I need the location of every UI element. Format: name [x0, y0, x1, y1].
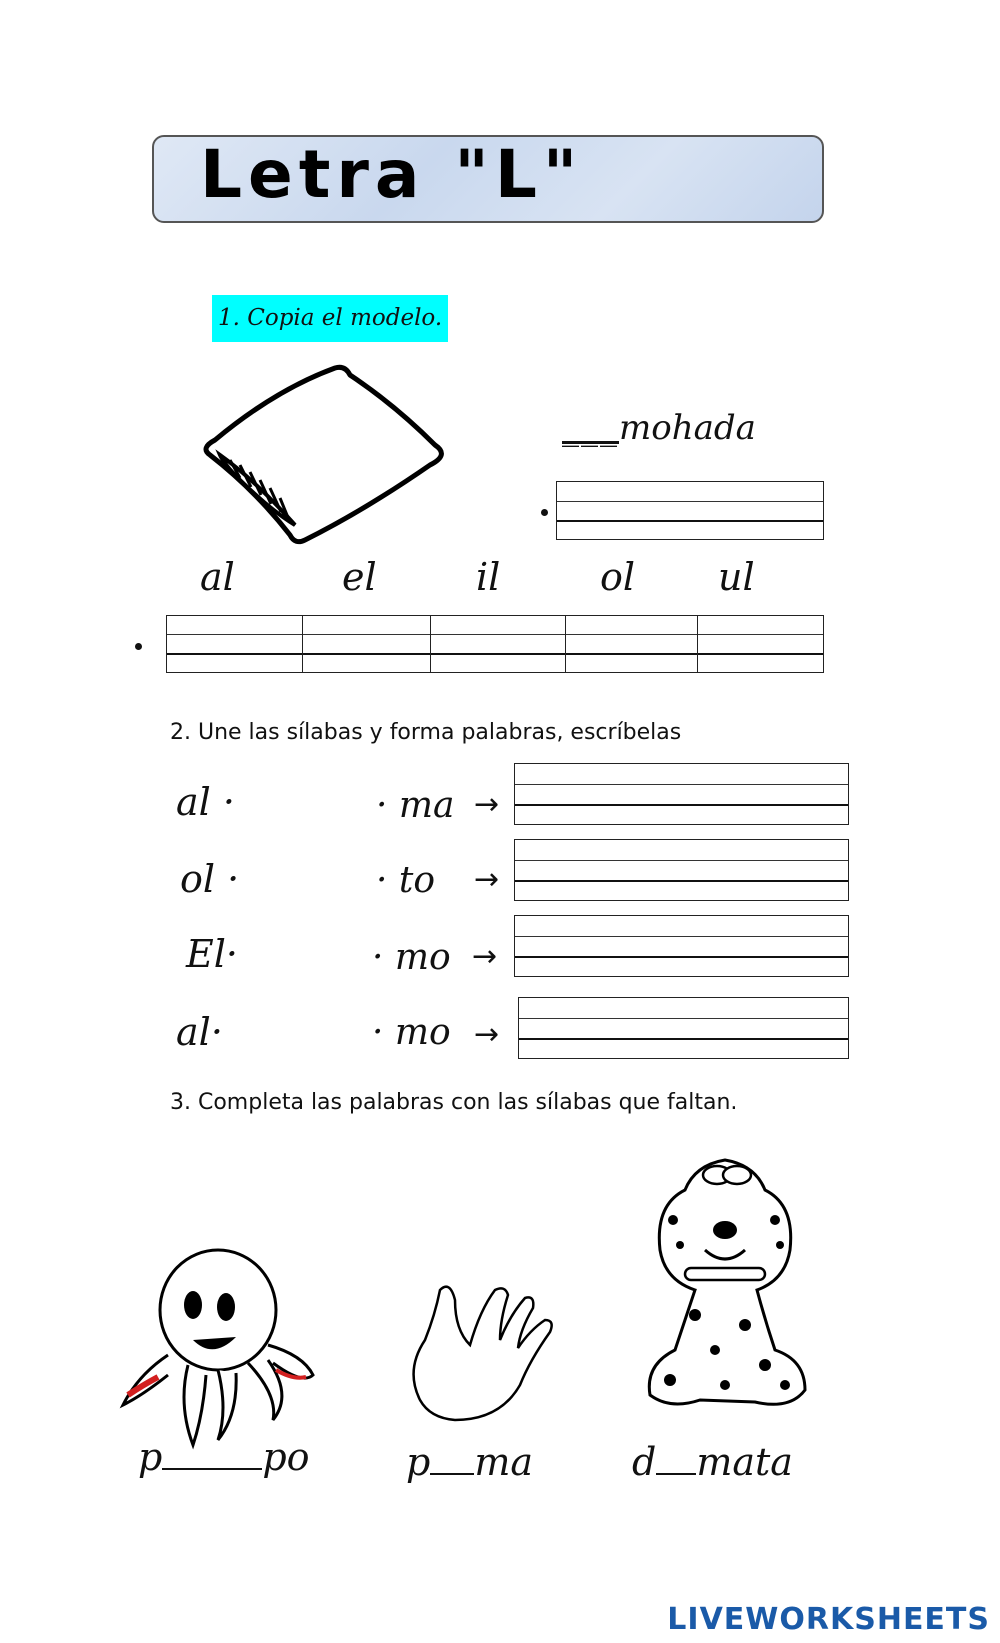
word-blank[interactable] — [430, 1473, 474, 1475]
syllable-el: el — [342, 555, 377, 599]
answer-line[interactable] — [518, 997, 849, 1059]
octopus-illustration — [118, 1245, 318, 1465]
model-word-row — [562, 408, 756, 448]
page-title: Letra "L" — [200, 136, 584, 213]
pillow-illustration — [195, 360, 455, 560]
answer-line[interactable] — [514, 763, 849, 825]
syllable-copy-grid[interactable] — [166, 615, 824, 673]
bullet — [135, 643, 142, 650]
syllable-il: il — [476, 555, 501, 599]
word-blank[interactable]: ___ — [562, 408, 619, 448]
arrow-icon: → — [474, 862, 500, 897]
left-syllable: ol · — [180, 857, 240, 901]
model-word: mohada — [619, 408, 756, 448]
exercise2-instruction: 2. Une las sílabas y forma palabras, escríbelas — [170, 720, 682, 745]
right-syllable: · mo — [372, 937, 451, 978]
right-syllable: · to — [376, 860, 436, 901]
exercise1-instruction: 1. Copia el modelo. — [212, 295, 448, 342]
syllable-al: al — [200, 555, 235, 599]
arrow-icon: → — [474, 1017, 500, 1052]
left-syllable: al· — [176, 1010, 223, 1054]
right-syllable: · ma — [376, 785, 455, 826]
arrow-icon: → — [474, 787, 500, 822]
left-syllable: al · — [176, 780, 235, 824]
answer-line[interactable] — [514, 915, 849, 977]
word-dalmata: d mata — [632, 1440, 793, 1484]
syllable-ol: ol — [600, 555, 636, 599]
exercise3-instruction: 3. Completa las palabras con las sílabas que faltan. — [170, 1090, 738, 1115]
left-syllable: El· — [186, 932, 238, 976]
syllable-ul: ul — [718, 555, 755, 599]
bullet — [541, 509, 548, 516]
answer-line[interactable] — [514, 839, 849, 901]
word-pulpo: p po — [138, 1435, 310, 1479]
hand-illustration — [400, 1270, 570, 1430]
dalmatian-illustration — [625, 1150, 825, 1420]
arrow-icon: → — [472, 939, 498, 974]
word-palma: p ma — [406, 1440, 534, 1484]
brand-logo: LIVEWORKSHEETS — [667, 1602, 990, 1637]
word-blank[interactable] — [162, 1468, 262, 1470]
right-syllable: · mo — [372, 1012, 451, 1053]
copy-word-line[interactable] — [556, 481, 824, 540]
word-blank[interactable] — [656, 1473, 696, 1475]
